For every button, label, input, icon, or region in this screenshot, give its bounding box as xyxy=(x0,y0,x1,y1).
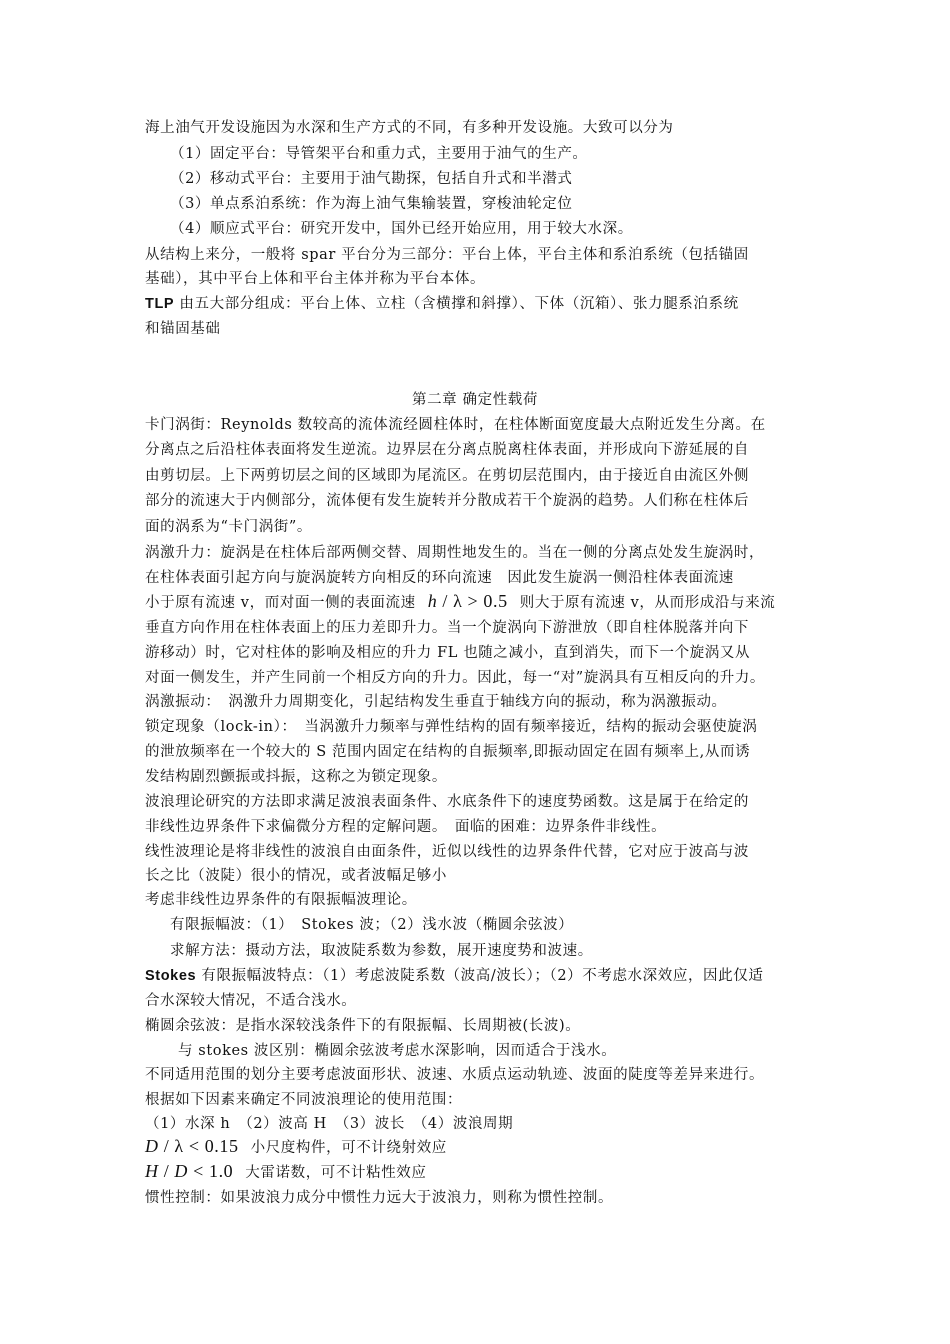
text-line: 从结构上来分，一般将 spar 平台分为三部分：平台上体，平台主体和系泊系统（包括锚固 xyxy=(145,247,749,263)
text-line: 面的涡系为“卡门涡街”。 xyxy=(145,519,313,535)
text-line xyxy=(145,966,763,986)
text-line xyxy=(145,294,739,314)
text-line: 的泄放频率在一个较大的 S 范围内固定在结构的自振频率,即振动固定在固有频率上,从而诱 xyxy=(145,744,751,760)
formula-note: 小尺度构件，可不计绕射效应 xyxy=(250,1140,447,1156)
text-line: 基础），其中平台上体和平台主体并称为平台本体。 xyxy=(145,271,486,287)
list-item: （2）移动式平台：主要用于油气勘探，包括自升式和半潜式 xyxy=(170,171,573,187)
list-item: （1）固定平台：导管架平台和重力式，主要用于油气的生产。 xyxy=(170,146,588,162)
text-line: 与 stokes 波区别：椭圆余弦波考虑水深影响，因而适合于浅水。 xyxy=(178,1043,617,1059)
text-line: 椭圆余弦波：是指水深较浅条件下的有限振幅、长周期被(长波)。 xyxy=(145,1018,581,1034)
formula-h-over-lambda: h / λ > 0.5 xyxy=(427,591,508,611)
formula-d-over-lambda: D / λ < 0.15 xyxy=(145,1136,239,1156)
text-line: 分离点之后沿柱体表面将发生逆流。边界层在分离点脱离柱体表面，并形成向下游延展的自 xyxy=(145,442,749,458)
chapter-title: 第二章 确定性载荷 xyxy=(411,392,538,408)
text-line: 由剪切层。上下两剪切层之间的区域即为尾流区。在剪切层范围内，由于接近自由流区外侧 xyxy=(145,468,749,484)
text-line: 求解方法：摄动方法，取波陡系数为参数，展开速度势和波速。 xyxy=(170,943,593,959)
text-line: 考虑非线性边界条件的有限振幅波理论。 xyxy=(145,892,417,908)
stokes-label: Stokes xyxy=(145,968,197,984)
text-line: 对面一侧发生，并产生同前一个相反方向的升力。因此，每一“对”旋涡具有互相反向的升力。 xyxy=(145,670,766,686)
text-line: 海上油气开发设施因为水深和生产方式的不同，有多种开发设施。大致可以分为 xyxy=(145,120,674,136)
formula-h-over-d: H / D < 1.0 xyxy=(145,1161,234,1181)
text-line: 发结构剧烈颤振或抖振，这称之为锁定现象。 xyxy=(145,769,447,785)
text-line: 涡激升力：旋涡是在柱体后部两侧交替、周期性地发生的。当在一侧的分离点处发生旋涡时， xyxy=(145,545,765,561)
text-line: 非线性边界条件下求偏微分方程的定解问题。 面临的困难：边界条件非线性。 xyxy=(145,819,667,835)
text-line: 卡门涡街：Reynolds 数较高的流体流经圆柱体时，在柱体断面宽度最大点附近发生分离。在 xyxy=(145,417,766,433)
text-line: 线性波理论是将非线性的波浪自由面条件，近似以线性的边界条件代替，它对应于波高与波 xyxy=(145,844,749,860)
text-line: 在柱体表面引起方向与旋涡旋转方向相反的环向流速 因此发生旋涡一侧沿柱体表面流速 xyxy=(145,570,734,586)
text-segment: 则大于原有流速 v，从而形成沿与来流 xyxy=(519,595,776,611)
text-line: 合水深较大情况，不适合浅水。 xyxy=(145,993,357,1009)
formula-line xyxy=(145,1161,427,1183)
list-item: （4）顺应式平台：研究开发中，国外已经开始应用，用于较大水深。 xyxy=(170,221,633,237)
text-line xyxy=(145,591,775,613)
formula-note: 大雷诺数，可不计粘性效应 xyxy=(245,1165,427,1181)
text-line: 惯性控制：如果波浪力成分中惯性力远大于波浪力，则称为惯性控制。 xyxy=(145,1190,614,1206)
text-line: 波浪理论研究的方法即求满足波浪表面条件、水底条件下的速度势函数。这是属于在给定的 xyxy=(145,794,749,810)
text-line: 有限振幅波：（1） Stokes 波；（2）浅水波（椭圆余弦波） xyxy=(170,917,574,933)
text-segment: 小于原有流速 v，而对面一侧的表面流速 xyxy=(145,595,416,611)
text-line: 根据如下因素来确定不同波浪理论的使用范围： xyxy=(145,1092,463,1108)
text-segment: 有限振幅波特点：（1）考虑波陡系数（波高/波长）；（2）不考虑水深效应，因此仅适 xyxy=(196,968,764,984)
text-line: 部分的流速大于内侧部分，流体便有发生旋转并分散成若干个旋涡的趋势。人们称在柱体后 xyxy=(145,493,749,509)
text-line: 涡激振动： 涡激升力周期变化，引起结构发生垂直于轴线方向的振动，称为涡激振动。 xyxy=(145,694,727,710)
text-line: 锁定现象（lock-in）： 当涡激升力频率与弹性结构的固有频率接近，结构的振动会驱使旋涡 xyxy=(145,719,758,735)
text-line: 游移动）时，它对柱体的影响及相应的升力 FL 也随之减小，直到消失，而下一个旋涡又从 xyxy=(145,645,751,661)
text-line: （1）水深 h （2）波高 H （3）波长 （4）波浪周期 xyxy=(145,1116,514,1132)
text-line: 长之比（波陡）很小的情况，或者波幅足够小 xyxy=(145,868,447,884)
text-line: 和锚固基础 xyxy=(145,321,221,337)
text-line: 不同适用范围的划分主要考虑波面形状、波速、水质点运动轨迹、波面的陡度等差异来进行。 xyxy=(145,1067,765,1083)
formula-line xyxy=(145,1136,447,1158)
tlp-label: TLP xyxy=(145,296,175,312)
tlp-text: 由五大部分组成：平台上体、立柱（含横撑和斜撑）、下体（沉箱）、张力腿系泊系统 xyxy=(174,296,739,312)
list-item: （3）单点系泊系统：作为海上油气集输装置，穿梭油轮定位 xyxy=(170,196,573,212)
text-line: 垂直方向作用在柱体表面上的压力差即升力。当一个旋涡向下游泄放（即自柱体脱落并向下 xyxy=(145,620,749,636)
